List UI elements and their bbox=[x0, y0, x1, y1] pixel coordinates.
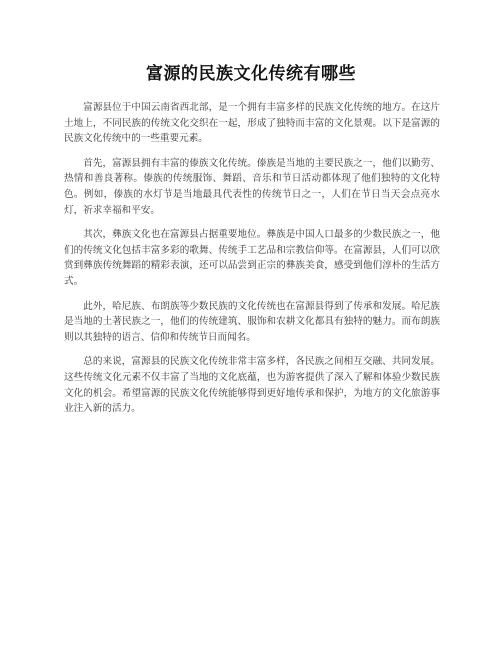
paragraph-intro: 富源县位于中国云南省西北部，是一个拥有丰富多样的民族文化传统的地方。在这片土地上，不同民族的传统文化交织在一起，形成了独特而丰富的文化景观。以下是富源的民族文化传统中的一些重要元素。 bbox=[64, 102, 440, 145]
paragraph-hani-bulang-culture: 此外，哈尼族、布朗族等少数民族的文化传统也在富源县得到了传承和发展。哈尼族是当地的土著民族之一，他们的传统建筑、服饰和农耕文化都具有独特的魅力。而布朗族则以其独特的语言、信仰和传统节日而闻名。 bbox=[64, 300, 440, 343]
paragraph-conclusion: 总的来说，富源县的民族文化传统非常丰富多样，各民族之间相互交融、共同发展。这些传统文化元素不仅丰富了当地的文化底蕴，也为游客提供了深入了解和体验少数民族文化的机会。希望富源的民族文化传统能够得到更好地传承和保护，为地方的文化旅游事业注入新的活力。 bbox=[64, 356, 440, 415]
paragraph-yi-culture: 其次，彝族文化也在富源县占据重要地位。彝族是中国人口最多的少数民族之一，他们的传统文化包括丰富多彩的歌舞、传统手工艺品和宗教信仰等。在富源县，人们可以欣赏到彝族传统舞蹈的精彩表演，还可以品尝到正宗的彝族美食，感受到他们淳朴的生活方式。 bbox=[64, 229, 440, 287]
paragraph-dai-culture: 首先，富源县拥有丰富的傣族文化传统。傣族是当地的主要民族之一，他们以勤劳、热情和善良著称。傣族的传统服饰、舞蹈、音乐和节日活动都体现了他们独特的文化特色。例如，傣族的水灯节是当地最具代表性的传统节日之一，人们在节日当天会点亮水灯，祈求幸福和平安。 bbox=[64, 157, 440, 216]
document-title: 富源的民族文化传统有哪些 bbox=[146, 64, 356, 84]
document-body bbox=[64, 100, 440, 426]
